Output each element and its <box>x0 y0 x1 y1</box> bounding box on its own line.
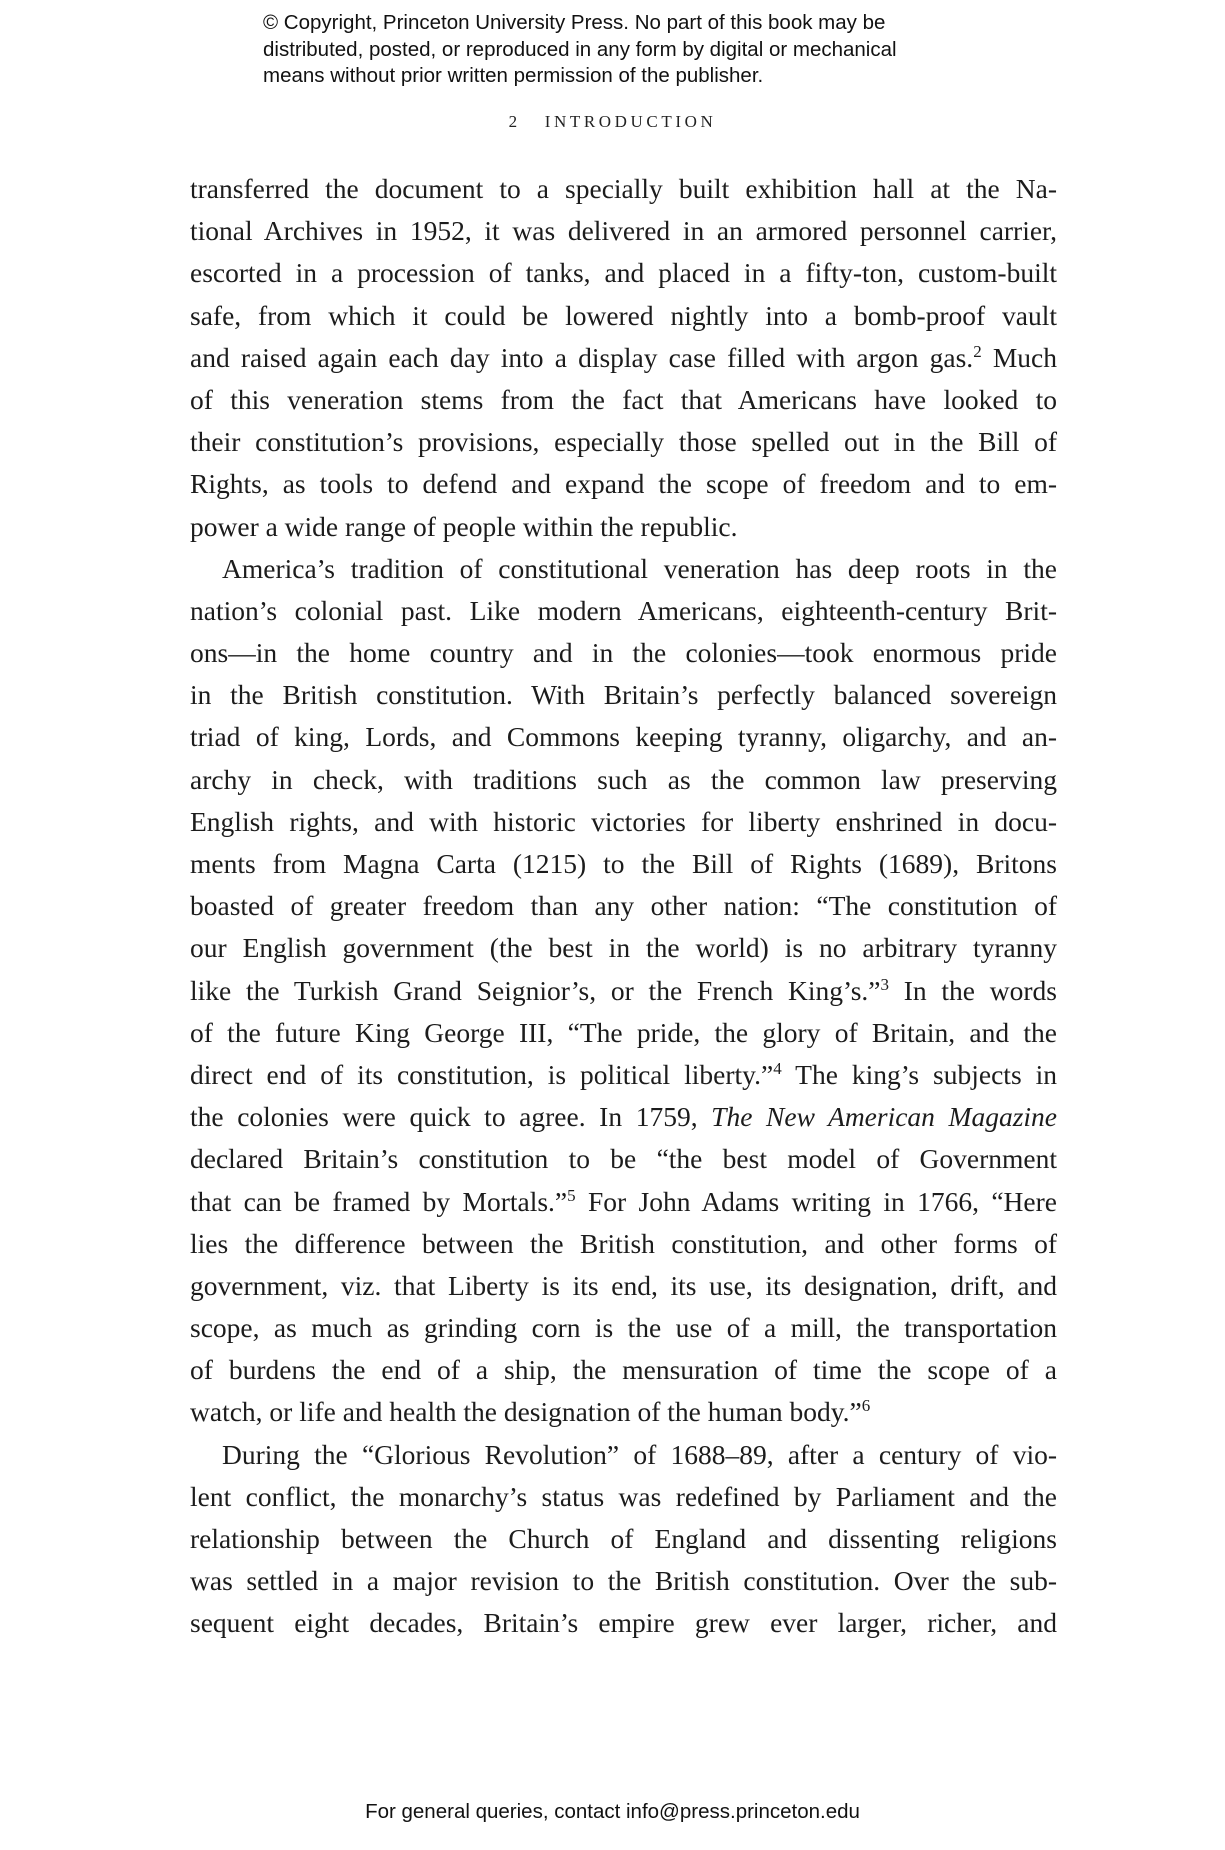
text-line-content: like the Turkish Grand Seignior’s, or the French King’s.” <box>190 974 881 1006</box>
text-line-content: America’s tradition of constitutional veneration has deep roots in the <box>222 552 1057 584</box>
text-line <box>190 632 1057 674</box>
text-line-content: archy in check, with traditions such as the common law preserving <box>190 763 1057 795</box>
text-line <box>190 337 1057 379</box>
text-line <box>190 1560 1057 1602</box>
text-line <box>190 801 1057 843</box>
text-line-content: relationship between the Church of England and dissenting religions <box>190 1523 1057 1554</box>
text-line <box>190 1434 1057 1476</box>
text-line-content: of this veneration stems from the fact that Americans have looked to <box>190 383 1057 415</box>
text-line <box>190 421 1057 463</box>
footer-contact: For general queries, contact info@press.princeton.edu <box>365 1800 860 1823</box>
page-number: 2 <box>508 112 521 131</box>
text-line-content: watch, or life and health the designation of the human body.” <box>190 1396 862 1428</box>
text-line <box>190 716 1057 758</box>
text-line-content: of the future King George III, “The pride, the glory of Britain, and the <box>190 1016 1057 1048</box>
text-line-content: In the words <box>888 974 1058 1006</box>
text-line <box>190 1138 1057 1180</box>
text-line-content: safe, from which it could be lowered nightly into a bomb-proof vault <box>190 299 1057 331</box>
text-line <box>190 1476 1057 1518</box>
text-line-content: our English government (the best in the world) is no arbitrary tyranny <box>190 932 1057 964</box>
text-line <box>190 1391 1057 1433</box>
text-line <box>190 548 1057 590</box>
text-line-content: transferred the document to a specially built exhibition hall at the Na- <box>190 173 1057 204</box>
text-line <box>190 1054 1057 1096</box>
text-line-content: tional Archives in 1952, it was delivered in an armored personnel carrier, <box>190 215 1057 247</box>
text-line-content: The king’s subjects in <box>781 1058 1057 1090</box>
footnote-marker[interactable]: 2 <box>973 341 982 361</box>
text-line-content: nation’s colonial past. Like modern Americans, eighteenth-century Brit- <box>190 594 1057 626</box>
text-line-content: lent conflict, the monarchy’s status was redefined by Parliament and the <box>190 1480 1057 1512</box>
text-line-content: Much <box>981 341 1058 373</box>
body-text <box>190 168 1057 1645</box>
text-line-content: ons—in the home country and in the colonies—took enormous pride <box>190 637 1057 669</box>
italic-title: The New American Magazine <box>711 1101 1057 1133</box>
text-line-content: scope, as much as grinding corn is the use of a mill, the transportation <box>190 1312 1057 1344</box>
text-line <box>190 1265 1057 1307</box>
text-line-content: English rights, and with historic victories for liberty enshrined in docu- <box>190 805 1057 837</box>
footnote-marker[interactable]: 4 <box>773 1058 782 1078</box>
text-line-content: ments from Magna Carta (1215) to the Bill of Rights (1689), Britons <box>190 848 1057 879</box>
text-line <box>190 927 1057 969</box>
text-line <box>190 252 1057 294</box>
copyright-line: distributed, posted, or reproduced in any form by digital or mechanical <box>263 37 897 61</box>
text-line <box>190 168 1057 210</box>
running-head <box>0 112 1225 132</box>
text-line <box>190 1349 1057 1391</box>
text-line-content: During the “Glorious Revolution” of 1688–89, after a century of vio- <box>222 1438 1057 1470</box>
text-line-content: triad of king, Lords, and Commons keeping tyranny, oligarchy, and an- <box>190 721 1057 753</box>
copyright-line: means without prior written permission of the publisher. <box>263 64 764 87</box>
text-line <box>190 843 1057 885</box>
footnote-marker[interactable]: 6 <box>861 1396 871 1416</box>
text-line <box>190 885 1057 927</box>
copyright-line: © Copyright, Princeton University Press. No part of this book may be <box>263 11 886 34</box>
text-line <box>190 1096 1057 1138</box>
chapter-title: INTRODUCTION <box>544 112 717 131</box>
text-line <box>190 1223 1057 1265</box>
text-line-content: government, viz. that Liberty is its end, its use, its designation, drift, and <box>190 1269 1057 1301</box>
text-line <box>190 1181 1057 1223</box>
text-line-content: boasted of greater freedom than any other nation: “The constitution of <box>190 890 1057 922</box>
copyright-notice <box>263 10 983 90</box>
text-line <box>190 674 1057 716</box>
text-line-content: their constitution’s provisions, especially those spelled out in the Bill of <box>190 426 1057 458</box>
text-line-content: Rights, as tools to defend and expand the scope of freedom and to em- <box>190 468 1057 500</box>
text-line <box>190 759 1057 801</box>
text-line-content: and raised again each day into a display case filled with argon gas. <box>190 341 974 373</box>
text-line-content: For John Adams writing in 1766, “Here <box>575 1185 1057 1217</box>
text-line <box>190 463 1057 505</box>
text-line-content: that can be framed by Mortals.” <box>190 1185 568 1217</box>
footnote-marker[interactable]: 5 <box>567 1185 576 1205</box>
text-line <box>190 506 1057 548</box>
text-line-content: the colonies were quick to agree. In 1759, <box>190 1101 712 1133</box>
text-line <box>190 590 1057 632</box>
text-line <box>190 1602 1057 1644</box>
text-line <box>190 1518 1057 1560</box>
text-line <box>190 379 1057 421</box>
text-line-content: power a wide range of people within the republic. <box>190 510 738 542</box>
text-line-content: was settled in a major revision to the British constitution. Over the sub- <box>190 1565 1057 1597</box>
text-line <box>190 970 1057 1012</box>
text-line <box>190 210 1057 252</box>
text-line-content: declared Britain’s constitution to be “the best model of Government <box>190 1143 1057 1175</box>
text-line <box>190 1307 1057 1349</box>
text-line-content: in the British constitution. With Britain’s perfectly balanced sovereign <box>190 679 1057 711</box>
text-line <box>190 295 1057 337</box>
text-line <box>190 1012 1057 1054</box>
text-line-content: direct end of its constitution, is political liberty.” <box>190 1058 774 1090</box>
text-line-content: sequent eight decades, Britain’s empire grew ever larger, richer, and <box>190 1607 1057 1639</box>
text-line-content: of burdens the end of a ship, the mensuration of time the scope of a <box>190 1354 1057 1386</box>
text-line-content: lies the difference between the British constitution, and other forms of <box>190 1227 1057 1259</box>
text-line-content: escorted in a procession of tanks, and placed in a fifty-ton, custom-built <box>190 257 1057 289</box>
footnote-marker[interactable]: 3 <box>880 974 889 994</box>
